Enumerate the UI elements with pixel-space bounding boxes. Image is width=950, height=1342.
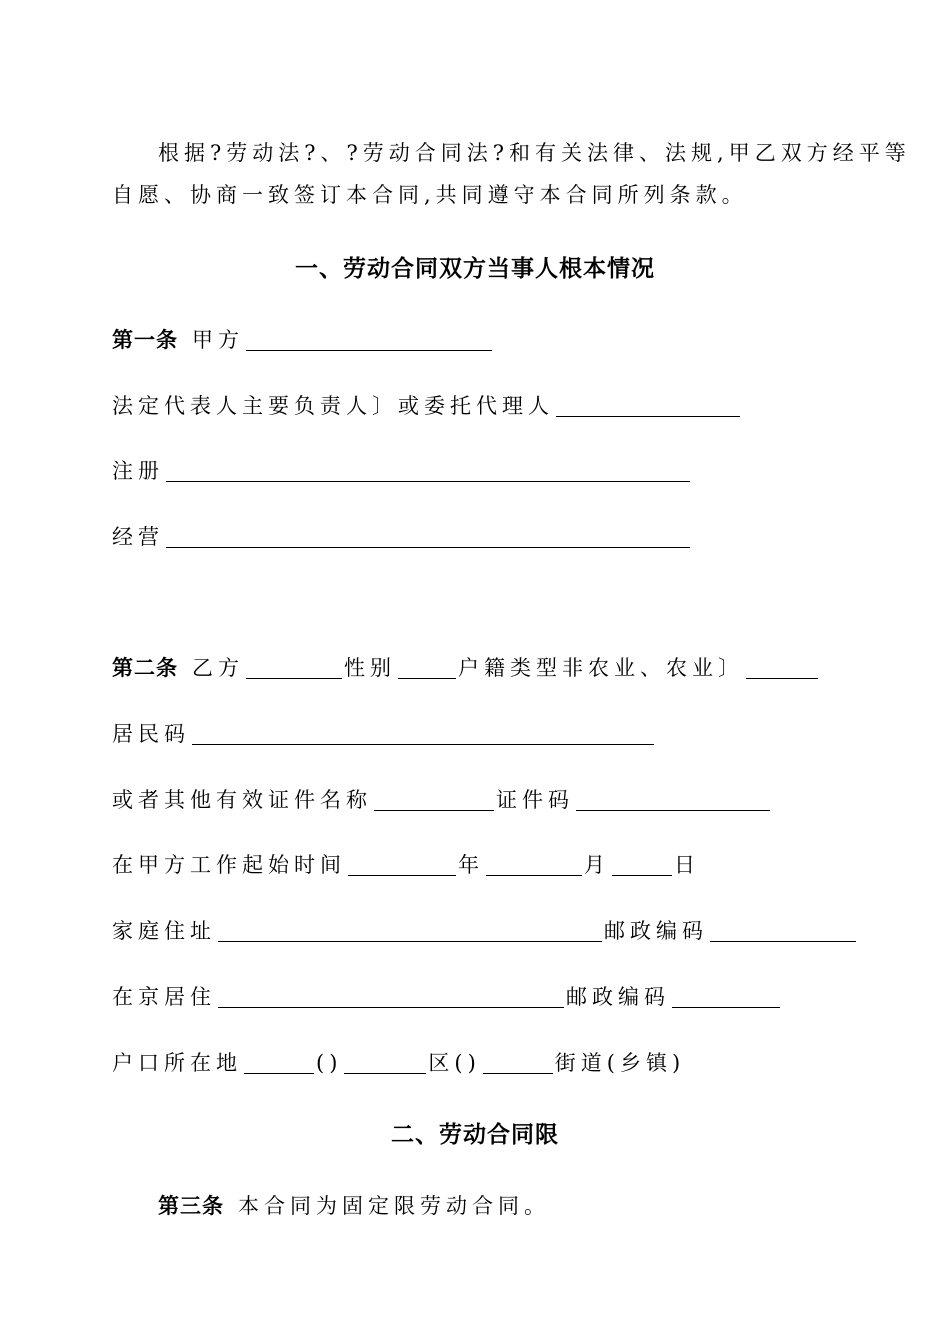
legal-rep-label: 法定代表人主要负责人〕或委托代理人 [112,394,554,418]
hukou-paren-1: () [316,1051,343,1075]
street-label: 街道(乡镇) [554,1051,686,1075]
start-time-row [112,855,700,876]
other-id-name-label: 或者其他有效证件名称 [112,788,372,812]
hukou-street-blank[interactable] [483,1053,553,1074]
gender-label: 性别 [344,656,396,680]
id-number-label: 证件码 [496,788,574,812]
hukou-location-label: 户口所在地 [112,1051,242,1075]
other-id-name-blank[interactable] [374,790,494,811]
beijing-residence-blank[interactable] [218,987,564,1008]
id-number-blank[interactable] [576,790,770,811]
hukou-city-blank[interactable] [244,1053,314,1074]
section-2-heading: 二、劳动合同限 [391,1122,559,1148]
article-2-label: 第二条 [112,656,178,680]
start-month-blank[interactable] [486,855,582,876]
district-label: 区 [428,1051,455,1075]
intro-paragraph-line-2: 自愿、协商一致签订本合同,共同遵守本合同所列条款。 [112,183,748,207]
business-label: 经营 [112,525,164,549]
beijing-residence-row [112,987,782,1008]
registered-label: 注册 [112,459,164,483]
household-type-label: 户籍类型非农业、农业〕 [458,656,744,680]
registered-row [112,461,692,482]
article-3-label: 第三条 [158,1194,224,1218]
hukou-paren-2: () [454,1051,481,1075]
month-label: 月 [584,853,610,877]
other-id-row [112,790,772,811]
legal-rep-blank[interactable] [556,396,740,417]
article-1-party-a-row [112,330,494,351]
day-label: 日 [674,853,700,877]
start-year-blank[interactable] [348,855,456,876]
home-address-row [112,921,858,942]
home-address-label: 家庭住址 [112,919,216,943]
postal-code-2-blank[interactable] [672,987,780,1008]
party-b-label: 乙方 [192,656,244,680]
postal-code-1-blank[interactable] [710,921,856,942]
article-3-text: 本合同为固定限劳动合同。 [238,1194,550,1218]
household-type-blank[interactable] [746,658,818,679]
article-2-party-b-row [112,658,820,679]
gender-blank[interactable] [398,658,456,679]
hukou-location-row [112,1053,685,1074]
resident-id-blank[interactable] [192,724,654,745]
party-a-label: 甲方 [192,328,244,352]
postal-code-1-label: 邮政编码 [604,919,708,943]
beijing-residence-label: 在京居住 [112,985,216,1009]
start-time-label: 在甲方工作起始时间 [112,853,346,877]
article-3-row [158,1196,550,1217]
party-b-blank[interactable] [246,658,342,679]
article-1-label: 第一条 [112,328,178,352]
resident-id-row [112,724,656,745]
hukou-district-blank[interactable] [344,1053,426,1074]
intro-paragraph-line-1: 根据?劳动法?、?劳动合同法?和有关法律、法规,甲乙双方经平等 [158,141,911,165]
party-a-blank[interactable] [246,330,492,351]
section-1-heading: 一、劳动合同双方当事人根本情况 [295,256,655,282]
resident-id-label: 居民码 [112,722,190,746]
legal-rep-row [112,396,742,417]
business-blank[interactable] [166,527,690,548]
home-address-blank[interactable] [218,921,602,942]
business-row [112,527,692,548]
postal-code-2-label: 邮政编码 [566,985,670,1009]
registered-blank[interactable] [166,461,690,482]
year-label: 年 [458,853,484,877]
start-day-blank[interactable] [612,855,672,876]
